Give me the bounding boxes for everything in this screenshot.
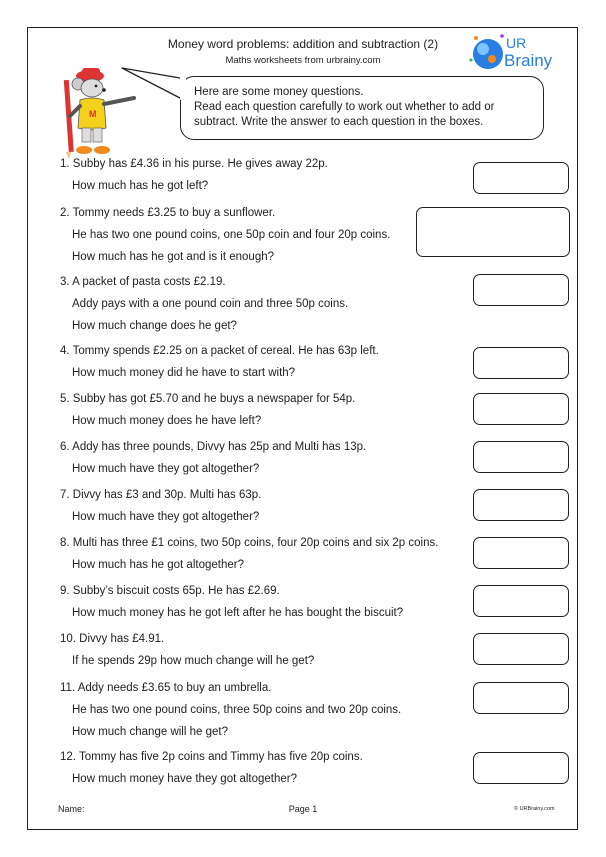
question-10: [60, 631, 314, 675]
question-text: He has two one pound coins, three 50p coins and two 20p coins.: [72, 704, 402, 716]
worksheet-subtitle: Maths worksheets from urbrainy.com: [225, 55, 381, 66]
question-11: [60, 680, 401, 746]
question-text: How much has he got altogether?: [72, 559, 244, 571]
answer-box-9[interactable]: [473, 585, 569, 617]
question-text: How much have they got altogether?: [72, 463, 260, 475]
answer-box-4[interactable]: [473, 347, 569, 379]
logo-text-top: UR: [506, 35, 527, 51]
question-text: 9. Subby’s biscuit costs 65p. He has £2.69.: [60, 585, 280, 597]
answer-box-11[interactable]: [473, 682, 569, 714]
question-text: How much has he got and is it enough?: [72, 251, 275, 263]
name-label: Name:: [58, 804, 85, 814]
question-1: [60, 156, 328, 200]
question-text: How much money have they got altogether?: [72, 773, 298, 785]
answer-box-2[interactable]: [416, 207, 570, 257]
speech-bubble-tail: [120, 62, 190, 107]
question-text: 8. Multi has three £1 coins, two 50p coins, four 20p coins and six 2p coins.: [60, 537, 439, 549]
question-text: 7. Divvy has £3 and 30p. Multi has 63p.: [60, 489, 262, 501]
worksheet-title: Money word problems: addition and subtraction (2): [167, 37, 439, 51]
question-text: How much change will he get?: [72, 726, 228, 738]
answer-box-12[interactable]: [473, 752, 569, 784]
answer-box-5[interactable]: [473, 393, 569, 425]
question-text: 3. A packet of pasta costs £2.19.: [60, 276, 226, 288]
question-text: 1. Subby has £4.36 in his purse. He gives away 22p.: [60, 158, 328, 170]
logo-globe-icon: [473, 39, 503, 69]
question-text: 5. Subby has got £5.70 and he buys a newspaper for 54p.: [60, 393, 356, 405]
answer-box-6[interactable]: [473, 441, 569, 473]
question-text: How much change does he get?: [72, 320, 237, 332]
question-text: How much has he got left?: [72, 180, 209, 192]
question-7: [60, 487, 261, 531]
question-text: 12. Tommy has five 2p coins and Timmy has five 20p coins.: [60, 751, 363, 763]
urbrainy-logo: [468, 30, 564, 74]
question-2: [60, 205, 390, 271]
logo-text-bottom: Brainy: [504, 51, 553, 70]
question-8: [60, 535, 438, 579]
answer-box-10[interactable]: [473, 633, 569, 665]
question-text: 6. Addy has three pounds, Divvy has 25p and Multi has 13p.: [60, 441, 367, 453]
question-text: How much have they got altogether?: [72, 511, 260, 523]
question-text: 2. Tommy needs £3.25 to buy a sunflower.: [60, 207, 276, 219]
instruction-line: Here are some money questions.: [194, 86, 364, 98]
instruction-line: subtract. Write the answer to each question in the boxes.: [194, 116, 484, 128]
copyright: © URBrainy.com: [514, 806, 555, 812]
page-number: Page 1: [288, 804, 318, 814]
question-text: 11. Addy needs £3.65 to buy an umbrella.: [60, 682, 272, 694]
question-6: [60, 439, 366, 483]
instruction-text: [194, 85, 534, 130]
question-5: [60, 391, 355, 435]
question-text: How much money does he have left?: [72, 415, 262, 427]
instruction-line: Read each question carefully to work out whether to add or: [194, 101, 495, 113]
answer-box-1[interactable]: [473, 162, 569, 194]
answer-box-7[interactable]: [473, 489, 569, 521]
question-9: [60, 583, 403, 627]
question-4: [60, 343, 379, 387]
question-text: 4. Tommy spends £2.25 on a packet of cereal. He has 63p left.: [60, 345, 379, 357]
question-text: How much money did he have to start with?: [72, 367, 296, 379]
question-text: He has two one pound coins, one 50p coin and four 20p coins.: [72, 229, 391, 241]
question-3: [60, 274, 348, 340]
mascot-shirt-letter: M: [89, 109, 97, 119]
question-text: How much money has he got left after he has bought the biscuit?: [72, 607, 404, 619]
question-text: If he spends 29p how much change will he get?: [72, 655, 315, 667]
answer-box-8[interactable]: [473, 537, 569, 569]
answer-box-3[interactable]: [473, 274, 569, 306]
question-text: Addy pays with a one pound coin and three 50p coins.: [72, 298, 349, 310]
question-text: 10. Divvy has £4.91.: [60, 633, 165, 645]
question-12: [60, 749, 363, 793]
